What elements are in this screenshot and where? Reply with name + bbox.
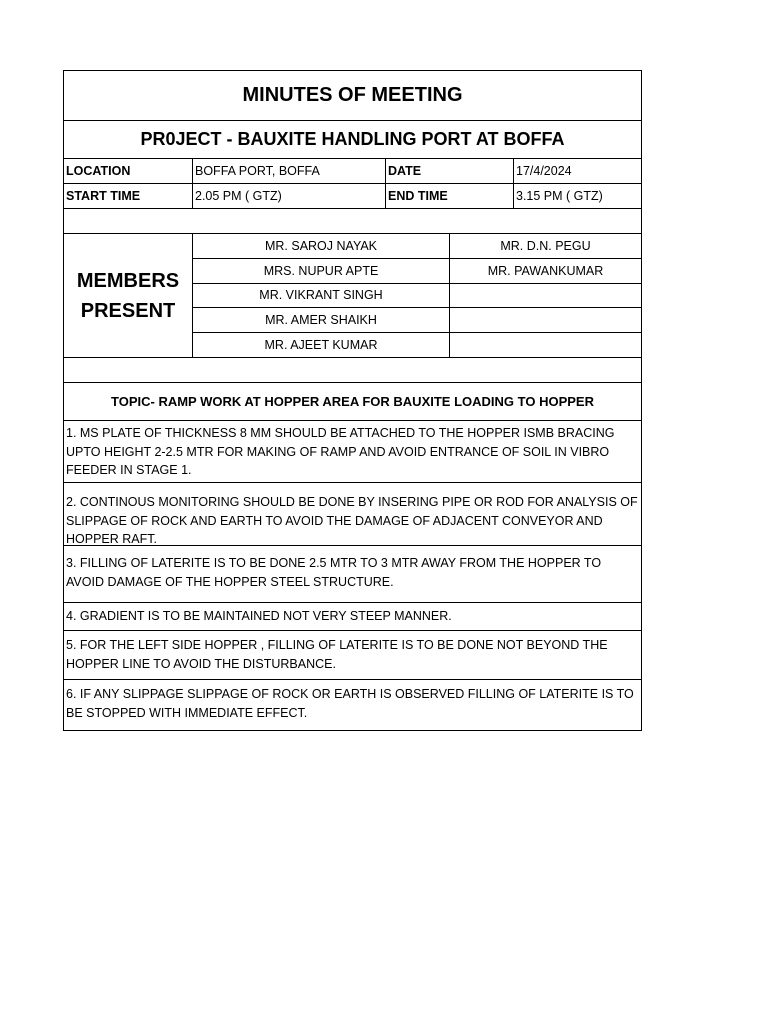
member-name: MR. VIKRANT SINGH	[193, 284, 450, 308]
member-name-empty	[450, 308, 641, 332]
members-label-line1: MEMBERS	[76, 269, 180, 292]
members-label-line2: PRESENT	[80, 299, 176, 322]
time-row	[64, 184, 641, 209]
location-label: LOCATION	[64, 159, 193, 183]
location-row	[64, 159, 641, 184]
minute-point: 5. FOR THE LEFT SIDE HOPPER , FILLING OF LATERITE IS TO BE DONE NOT BEYOND THE HOPPER LINE TO AVOID THE DISTURBANCE.	[64, 631, 641, 680]
minute-point: 3. FILLING OF LATERITE IS TO BE DONE 2.5 MTR TO 3 MTR AWAY FROM THE HOPPER TO AVOID DAMAGE OF THE HOPPER STEEL STRUCTURE.	[64, 546, 641, 603]
member-row	[193, 259, 641, 284]
document-title: MINUTES OF MEETING	[64, 71, 641, 121]
project-title: PR0JECT - BAUXITE HANDLING PORT AT BOFFA	[64, 121, 641, 159]
member-row	[193, 284, 641, 309]
minutes-sheet	[63, 70, 642, 731]
minute-point: 2. CONTINOUS MONITORING SHOULD BE DONE BY INSERING PIPE OR ROD FOR ANALYSIS OF SLIPPAGE OF ROCK AND EARTH TO AVOID THE DAMAGE OF ADJACENT CONVEYOR AND HOPPER RAFT.	[64, 483, 641, 546]
date-value: 17/4/2024	[516, 164, 572, 178]
member-name: MR. AJEET KUMAR	[193, 333, 450, 357]
start-time-value: 2.05 PM ( GTZ)	[193, 184, 386, 208]
members-label	[64, 234, 193, 357]
end-time-value: 3.15 PM ( GTZ)	[516, 189, 603, 203]
members-section	[64, 234, 641, 358]
blank-row	[64, 209, 641, 234]
minute-point: 4. GRADIENT IS TO BE MAINTAINED NOT VERY STEEP MANNER.	[64, 603, 641, 631]
end-time-label: END TIME	[386, 184, 514, 208]
member-name: MR. AMER SHAIKH	[193, 308, 450, 332]
members-grid	[193, 234, 641, 357]
member-name: MR. SAROJ NAYAK	[193, 234, 450, 258]
member-row	[193, 308, 641, 333]
location-value: BOFFA PORT, BOFFA	[193, 159, 386, 183]
start-time-label: START TIME	[64, 184, 193, 208]
member-name-empty	[450, 333, 641, 357]
member-name: MRS. NUPUR APTE	[193, 259, 450, 283]
minute-point: 1. MS PLATE OF THICKNESS 8 MM SHOULD BE ATTACHED TO THE HOPPER ISMB BRACING UPTO HEIGHT 2-2.5 MTR FOR MAKING OF RAMP AND AVOID ENTRANCE OF SOIL IN VIBRO FEEDER IN STAGE 1.	[64, 421, 641, 483]
member-row	[193, 234, 641, 259]
member-name-empty	[450, 284, 641, 308]
minute-point: 6. IF ANY SLIPPAGE SLIPPAGE OF ROCK OR EARTH IS OBSERVED FILLING OF LATERITE IS TO BE STOPPED WITH IMMEDIATE EFFECT.	[66, 687, 634, 720]
member-name: MR. PAWANKUMAR	[487, 263, 604, 278]
blank-row	[64, 358, 641, 383]
member-row	[193, 333, 641, 357]
date-label: DATE	[386, 159, 514, 183]
member-name: MR. D.N. PEGU	[500, 238, 591, 253]
topic-heading: TOPIC- RAMP WORK AT HOPPER AREA FOR BAUXITE LOADING TO HOPPER	[64, 383, 641, 421]
